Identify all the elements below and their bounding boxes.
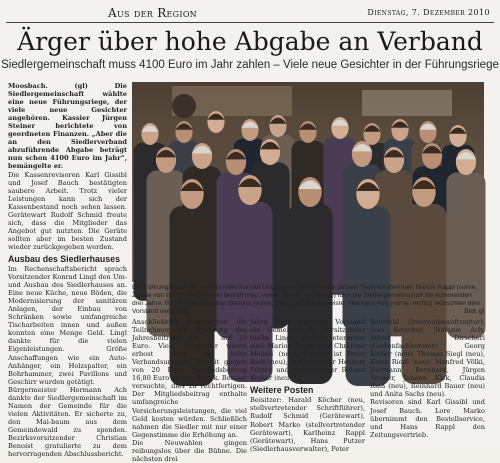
paragraph: Die Kassenrevisoren Karl Gissibl und Josef Bauch bestätigten saubere Arbeit. Trotz vieler Leistungen kann sich der Kassenbestand noch sehen lassen. Gerätewart Rudolf Schmid freute sich, dass die Mitglieder das Angebot gut nutzten. Die Geräte sollten aber im besten Zustand wieder zurückgegeben werden. [8,170,127,251]
subheading: Weitere Posten [250,385,314,396]
paragraph: Anschließend diskutierten die Teilnehmer die Erhöhung des Jahresbeitrags von 20 auf 23 Euro. Viele Mitglieder waren erbost über die hohe Verbandsumlage. Derzeit gingen von 20 Euro Mitgliedsbeitrag 16,80 Euro an den Bezirk. Benoist versuchte, dies zu rechtfertigen. Der Mitgliedsbeitrag enthalte umfangreiche Versicherungsleistungen, die viel Geld kosten würden. Schließlich nahmen die Siedler mit nur einer Gegenstimme die Erhöhung an. [132,318,247,439]
article-column-1 [8,82,127,459]
article-column-3 [250,318,365,453]
article-column-2 [132,318,247,463]
group-photo [132,82,484,282]
paragraph: Im Rechenschaftsbericht sprach Vorsitzender Konrad Lingl den Um- und Ausbau des Siedlerhauses an. Eine neue Küche, neue Böden, die Modernisierung der sanitären Anlagen, der Einbau von Schränken sowie umfangreiche Tischarbeiten innen und außen konnten eine Menge Geld. Lingl dankte für die vielen Eigenleistungen. Größe Anschaffungen wie ein Auto-Anhänger, ein Holzspalter, ein Bohrhammer, zwei Pavillons und Geschirr wurden getätigt. [8,264,127,386]
subheadline: Siedlergemeinschaft muss 4100 Euro im Jahr zahlen – Viele neue Gesichter in der Führungsriege [1,59,499,71]
paragraph: Moosbach. (gl) Die Siedlergemeinschaft wählte eine neue Führungsriege, der viele neue Gesichter angehören. Kassier Jürgen Steiner berichtete von geordneten Finanzen. „Aber die an den Siedlerverband abzuführende Abgabe beträgt nun schon 4100 Euro im Jahr“, bemängelte er. [8,82,127,171]
dateline: Dienstag, 7. Dezember 2010 [367,8,490,17]
paragraph: Die Neuwahlen gingen reibungslos über die Bühne. Die nächsten drei [132,438,247,463]
paragraph: Bürgermeister Hermann Ach dankte der Siedlergemeinschaft im Namen der Gemeinde für die vielen Aktivitäten. Er sicherte zu, den Mai-baum aus dem Gemeindewald zu spenden. Bezirksvorsitzender Christian Benoist gratulierte zu dem hervorragenden Abschlussbericht. [8,385,127,459]
photo-caption-text: Die Führungsriege um Vorsitzenden Konrad Lingl (vorne, Mitte) sowie dessen Stellvertreterinnen Marion Rappl (vorne, Zweite von links) und Christine Meindl (neu, vorne, Zweite von rechts) führt die Siedlergemeinschaft die kommenden drei Jahre. Bezirkschef Christian Benoist (vorne, links) und Bürgermeister Hermann Ach (vorne, rechts) wünschten dem Vorstand viel Erfolg. [132,284,481,315]
paragraph: Beisitzer: Harald Köcher (neu, stellvertretender Schriftführer), Rudolf Schmid (Gerätewart), Robert Marko (stellvertretender Gerätewart), Karlheinz Rappl (Gerätewart), Hans Putzer (Siedlerhausverwalter), Peter [250,396,365,453]
photo-caption [132,284,484,316]
group-photo-image [132,82,484,282]
paragraph: Revisoren sind Karl Gissibl und Josef Bauch. Lore Marko übernimmt den Bestellservice, und Hans Rappl den Zeitungsvertrieb. [370,398,485,439]
section-title: Aus der Region [108,6,197,20]
header-rule [6,22,494,23]
paragraph: Baurfeld (Internetbeauftragter), Jens Ketscher, Stefanie Ach, Alfred Dirscherl (Gartenfachberater), Georg Kleber (neu), Thomas Siegl (neu), Klaus Riedl (neu), Manfred Völki, Hermann Bernhard, Jürgen Steiner, Johann Kick, Claudia Rieß (neu), Reinhard Bauer (neu) und Anita Sachs (neu). [370,318,485,399]
photo-credit: Bild: gl [464,308,484,315]
paragraph: Jahre führt folgender Vorstand die Gemeinschaft: Vorsitzender bleibt Lingl, Stellvertreterinnen sind Marion Rappl und Christine Meindl (neu), Kassier ist Peter Rieß (neu), Stellvertreter Herbert Putzer und Schriftführer Roland Kleber (neu). [250,318,365,383]
subheading: Ausbau des Siedlerhauses [8,253,120,264]
article-column-4 [370,318,485,442]
headline: Ärger über hohe Abgabe an Verband [17,27,483,56]
